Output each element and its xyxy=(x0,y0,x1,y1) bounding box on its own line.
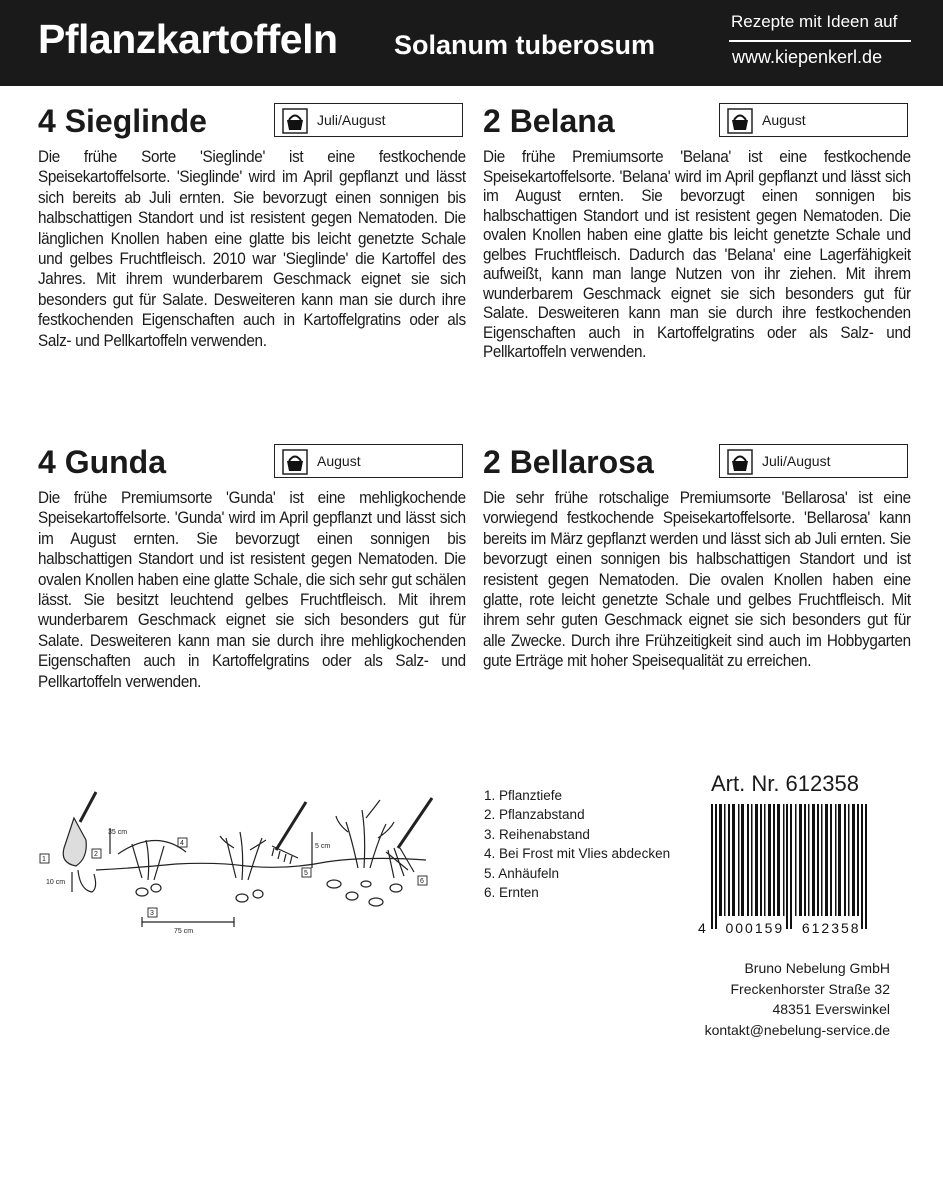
step-marker-1: 1 xyxy=(42,856,46,863)
harvest-basket-icon xyxy=(282,108,308,134)
step-marker-5: 5 xyxy=(304,870,308,877)
harvest-basket-icon xyxy=(282,449,308,475)
barcode-digits: 4 000159 612358 xyxy=(698,920,861,936)
variety-name: 2 Bellarosa xyxy=(483,444,654,480)
variety-description: Die frühe Sorte 'Sieglinde' ist eine festkochende Speisekartoffelsorte. 'Sieglinde' wird im April gepflanzt und lässt sich bereits ab Juli ernten. Sie bevorzugt einen sonnigen bis halbschattigen Standort und ist resistent gegen Nematoden. Die länglichen Knollen haben eine glatte bis leicht genetzte Schale und gelbes Fruchtfleisch. 2010 war 'Sieglinde' die Kartoffel des Jahres. Mit ihrem wunderbarem Geschmack eignet sie sich besonders gut für Salate. Desweiteren kann man sie durch ihre festkochenden Eigenschaften auch in Kartoffelgratins oder als Salz- und Pellkartoffeln verwenden. xyxy=(38,147,466,350)
harvest-badge xyxy=(719,103,908,137)
planting-steps-list xyxy=(484,786,670,902)
variety-block-sieglinde xyxy=(38,103,466,351)
row-spacing-label: 75 cm xyxy=(174,928,194,935)
harvest-badge xyxy=(274,103,463,137)
step-marker-3: 3 xyxy=(150,910,154,917)
promo-divider xyxy=(729,40,911,42)
article-number: Art. Nr. 612358 xyxy=(711,771,859,796)
step-marker-4: 4 xyxy=(180,840,184,847)
list-item: 1. Pflanztiefe xyxy=(484,788,563,803)
planting-illustration xyxy=(36,788,436,938)
harvest-period: Juli/August xyxy=(317,112,386,128)
header-bar xyxy=(0,0,943,86)
harvest-period: August xyxy=(762,112,806,128)
step-marker-2: 2 xyxy=(94,851,98,858)
list-item: 5. Anhäufeln xyxy=(484,865,560,881)
harvest-basket-icon xyxy=(727,449,753,475)
plant-spacing-label: 35 cm xyxy=(108,829,128,836)
promo-text: Rezepte mit Ideen auf xyxy=(731,12,898,31)
company-email[interactable]: kontakt@nebelung-service.de xyxy=(704,1021,890,1038)
depth-label: 10 cm xyxy=(46,879,66,886)
harvest-badge xyxy=(274,444,463,478)
harvest-badge xyxy=(719,444,908,478)
company-city: 48351 Everswinkel xyxy=(772,1001,890,1017)
variety-description: Die sehr frühe rotschalige Premiumsorte 'Bellarosa' ist eine vorwiegend festkochende Speisekartoffelsorte. 'Bellarosa' kann bereits im März gepflanzt werden und lässt sich ab Juli ernten. Sie bevorzugt einen sonnigen bis halbschattigen Standort und ist resistent gegen Nematoden. Die ovalen Knollen haben eine glatte, rote leicht genetzte Schale und gelbes Fruchtfleisch. Mit ihrem sehr guten Geschmack eignet sie sich besonders gut für alle Zwecke. Durch ihre Frühzeitigkeit sind auch im Hobbygarten gute Erträge mit hoher Speisequalität zu erreichen. xyxy=(483,488,911,671)
list-item: 3. Reihenabstand xyxy=(484,826,590,842)
hilling-label: 5 cm xyxy=(315,843,331,850)
latin-name: Solanum tuberosum xyxy=(394,30,656,60)
barcode xyxy=(697,804,887,936)
variety-block-gunda xyxy=(38,444,466,692)
variety-block-belana xyxy=(483,103,911,362)
company-address xyxy=(705,958,890,1040)
harvest-basket-icon xyxy=(727,108,753,134)
step-marker-6: 6 xyxy=(420,878,424,885)
variety-name: 2 Belana xyxy=(483,103,615,139)
harvest-period: Juli/August xyxy=(762,453,831,469)
product-title: Pflanzkartoffeln xyxy=(38,16,338,62)
list-item: 6. Ernten xyxy=(484,885,539,901)
company-street: Freckenhorster Straße 32 xyxy=(730,980,890,997)
list-item: 4. Bei Frost mit Vlies abdecken xyxy=(484,846,671,862)
variety-name: 4 Sieglinde xyxy=(38,103,207,139)
variety-name: 4 Gunda xyxy=(38,444,167,480)
harvest-period: August xyxy=(317,453,361,469)
website-link[interactable]: www.kiepenkerl.de xyxy=(732,47,883,67)
company-name: Bruno Nebelung GmbH xyxy=(744,960,890,976)
variety-block-bellarosa xyxy=(483,444,911,672)
variety-description: Die frühe Premiumsorte 'Belana' ist eine festkochende Speisekartoffelsorte. 'Belana' wird im April gepflanzt und lässt sich im August ernten. Sie bevorzugt einen sonnigen bis halbschattigen Standort und ist resistent gegen Nematoden. Die ovalen Knollen haben eine glatte bis leicht genetzte Schale und gelbes Fruchtfleisch. Dadurch das 'Belana' eine Lagerfähigkeit aufweißt, kann man lange Nutzen von ihr ziehen. Mit ihrem wunderbarem Geschmack eignet sie sich besonders gut für Salate. Desweiteren kann man sie durch ihre festkochenden Eigenschaften auch in Kartoffelgratins oder als Salz- und Pellkartoffeln verwenden. xyxy=(483,147,911,361)
list-item: 2. Pflanzabstand xyxy=(484,807,585,823)
variety-description: Die frühe Premiumsorte 'Gunda' ist eine mehligkochende Speisekartoffelsorte. 'Gunda' wird im April gepflanzt und lässt sich im August ernten. Sie bevorzugt einen sonnigen bis halbschattigen Standort und ist resistent gegen Nematoden. Die ovalen Knollen haben eine glatte Schale, die sich sehr gut schälen lässt. Sie besitzt leuchtend gelbes Fruchtfleisch. Mit ihrem wunderbarem Geschmack eignet sie sich besonders gut für Salate. Desweiteren kann man sie durch ihre mehligkochenden Eigenschaften auch in Kartoffelgratins oder als Salz- und Pellkartoffeln verwenden. xyxy=(38,488,466,691)
